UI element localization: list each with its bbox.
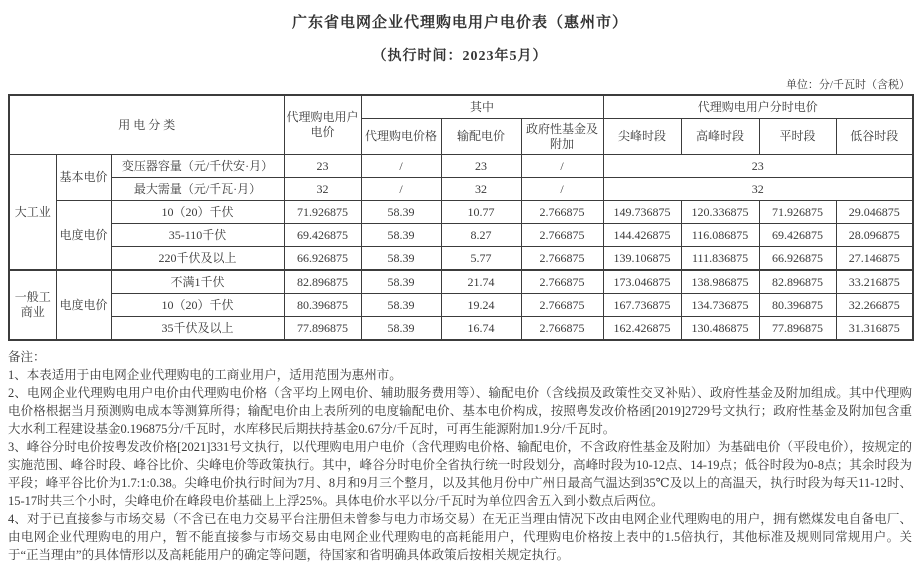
table-row bbox=[9, 201, 913, 224]
table-cell: 82.896875 bbox=[759, 270, 836, 294]
table-cell: 58.39 bbox=[361, 224, 441, 247]
table-cell: / bbox=[521, 178, 603, 201]
row-label: 35千伏及以上 bbox=[111, 317, 284, 341]
table-cell: 23 bbox=[284, 155, 361, 178]
table-cell: 21.74 bbox=[441, 270, 521, 294]
table-cell: 2.766875 bbox=[521, 317, 603, 341]
row-group-energy-price: 电度电价 bbox=[56, 201, 111, 271]
table-cell: 58.39 bbox=[361, 270, 441, 294]
table-cell: 138.986875 bbox=[681, 270, 759, 294]
table-cell: 2.766875 bbox=[521, 294, 603, 317]
col-header-among: 其中 bbox=[361, 95, 603, 119]
note-item-4: 4、对于已直接参与市场交易（不含已在电力交易平台注册但未曾参与电力市场交易）在无正当理由情况下改由电网企业代理购电的用户，拥有燃煤发电自备电厂、由电网企业代理购电的用户，暂不能直接参与市场交易由电网企业代理购电的高耗能用户，代理购电价格按上表中的1.5倍执行，其他标准及规则同常规用户。关于“正当理由”的具体情形以及高耗能用户的确定等问题，待国家和省明确具体政策后按相关规定执行。 bbox=[8, 512, 912, 562]
table-cell: 69.426875 bbox=[759, 224, 836, 247]
table-cell: 111.836875 bbox=[681, 247, 759, 271]
table-cell: 2.766875 bbox=[521, 247, 603, 271]
col-header-sharp-peak: 尖峰时段 bbox=[603, 119, 681, 155]
table-cell: 80.396875 bbox=[759, 294, 836, 317]
table-cell: 2.766875 bbox=[521, 201, 603, 224]
col-header-transmission-price: 输配电价 bbox=[441, 119, 521, 155]
table-cell: 77.896875 bbox=[759, 317, 836, 341]
row-group-general-industry: 一般工商业 bbox=[9, 270, 56, 340]
table-row bbox=[9, 247, 913, 271]
table-cell: 23 bbox=[603, 155, 913, 178]
col-header-valley: 低谷时段 bbox=[836, 119, 913, 155]
table-cell: 130.486875 bbox=[681, 317, 759, 341]
notes-section bbox=[8, 348, 912, 564]
table-cell: 31.316875 bbox=[836, 317, 913, 341]
table-cell: 10.77 bbox=[441, 201, 521, 224]
table-cell: 82.896875 bbox=[284, 270, 361, 294]
col-header-agent-purchase-price: 代理购电价格 bbox=[361, 119, 441, 155]
table-cell: 139.106875 bbox=[603, 247, 681, 271]
table-cell: 162.426875 bbox=[603, 317, 681, 341]
col-header-flat: 平时段 bbox=[759, 119, 836, 155]
table-row bbox=[9, 294, 913, 317]
table-cell: 120.336875 bbox=[681, 201, 759, 224]
table-cell: 5.77 bbox=[441, 247, 521, 271]
table-row bbox=[9, 317, 913, 341]
table-cell: 32 bbox=[284, 178, 361, 201]
table-cell: 58.39 bbox=[361, 317, 441, 341]
table-cell: / bbox=[361, 178, 441, 201]
table-cell: 69.426875 bbox=[284, 224, 361, 247]
table-row bbox=[9, 155, 913, 178]
row-label: 35-110千伏 bbox=[111, 224, 284, 247]
table-cell: 2.766875 bbox=[521, 270, 603, 294]
page-title: 广东省电网企业代理购电用户电价表（惠州市） bbox=[291, 15, 628, 31]
table-cell: 71.926875 bbox=[284, 201, 361, 224]
row-label: 变压器容量（元/千伏安·月） bbox=[111, 155, 284, 178]
table-cell: 134.736875 bbox=[681, 294, 759, 317]
table-cell: 116.086875 bbox=[681, 224, 759, 247]
row-group-energy-price: 电度电价 bbox=[56, 270, 111, 340]
note-item-2: 2、电网企业代理购电用户电价由代理购电价格（含平均上网电价、辅助服务费用等）、输配电价（含线损及政策性交叉补贴）、政府性基金及附加组成。其中代理购电价格根据当月预测购电成本等测算所得；输配电价由上表所列的电度输配电价、基本电价构成，按照粤发改价格函[2019]2729号文执行；政府性基金及附加包含重大水利工程建设基金0.196875分/千瓦时，水库移民后期扶持基金0.67分/千瓦时，可再生能源附加1.9分/千瓦时。 bbox=[8, 386, 912, 436]
table-cell: 66.926875 bbox=[284, 247, 361, 271]
row-label: 10（20）千伏 bbox=[111, 201, 284, 224]
row-label: 最大需量（元/千瓦·月） bbox=[111, 178, 284, 201]
table-cell: 32.266875 bbox=[836, 294, 913, 317]
table-cell: 27.146875 bbox=[836, 247, 913, 271]
table-cell: 32 bbox=[441, 178, 521, 201]
row-label: 10（20）千伏 bbox=[111, 294, 284, 317]
table-cell: 58.39 bbox=[361, 247, 441, 271]
table-cell: 33.216875 bbox=[836, 270, 913, 294]
table-row bbox=[9, 224, 913, 247]
col-header-agent-price: 代理购电用户电价 bbox=[284, 95, 361, 155]
note-item-1: 1、本表适用于由电网企业代理购电的工商业用户，适用范围为惠州市。 bbox=[8, 368, 402, 382]
table-cell: 23 bbox=[441, 155, 521, 178]
table-cell: 19.24 bbox=[441, 294, 521, 317]
table-cell: / bbox=[361, 155, 441, 178]
table-cell: 144.426875 bbox=[603, 224, 681, 247]
table-cell: / bbox=[521, 155, 603, 178]
table-row bbox=[9, 178, 913, 201]
row-label: 220千伏及以上 bbox=[111, 247, 284, 271]
col-header-classification: 用 电 分 类 bbox=[9, 95, 284, 155]
row-group-basic-price: 基本电价 bbox=[56, 155, 111, 201]
unit-note: 单位：分/千瓦时（含税） bbox=[785, 79, 910, 91]
table-cell: 173.046875 bbox=[603, 270, 681, 294]
table-cell: 8.27 bbox=[441, 224, 521, 247]
note-item-3: 3、峰谷分时电价按粤发改价格[2021]331号文执行，以代理购电用户电价（含代理购电价格、输配电价，不含政府性基金及附加）为基础电价（平段电价），按规定的实施范围、峰谷时段、峰谷比价、尖峰电价等政策执行。其中，峰谷分时电价全省执行统一时段划分，高峰时段为10-12点、14-19点；低谷时段为0-8点；其余时段为平段；峰平谷比价为1.7:1:0.38。尖峰电价执行时间为7月、8月和9月三个整月，以及其他月份中广州日最高气温达到35℃及以上的高温天，执行时段为每天11-12时、15-17时共三个小时，尖峰电价在峰段电价基础上上浮25%。具体电价水平以分/千瓦时为单位四舍五入到小数点后两位。 bbox=[8, 440, 912, 508]
col-header-tou: 代理购电用户分时电价 bbox=[603, 95, 913, 119]
table-cell: 32 bbox=[603, 178, 913, 201]
table-cell: 2.766875 bbox=[521, 224, 603, 247]
table-cell: 16.74 bbox=[441, 317, 521, 341]
table-cell: 58.39 bbox=[361, 294, 441, 317]
table-cell: 71.926875 bbox=[759, 201, 836, 224]
row-group-big-industry: 大工业 bbox=[9, 155, 56, 271]
col-header-gov-fund: 政府性基金及附加 bbox=[521, 119, 603, 155]
table-cell: 167.736875 bbox=[603, 294, 681, 317]
notes-heading: 备注： bbox=[8, 350, 46, 364]
table-cell: 149.736875 bbox=[603, 201, 681, 224]
col-header-peak: 高峰时段 bbox=[681, 119, 759, 155]
table-cell: 29.046875 bbox=[836, 201, 913, 224]
table-row bbox=[9, 270, 913, 294]
page-subtitle: （执行时间：2023年5月） bbox=[372, 49, 548, 64]
table-cell: 66.926875 bbox=[759, 247, 836, 271]
price-table bbox=[8, 94, 914, 341]
table-cell: 80.396875 bbox=[284, 294, 361, 317]
table-cell: 28.096875 bbox=[836, 224, 913, 247]
table-cell: 58.39 bbox=[361, 201, 441, 224]
table-cell: 77.896875 bbox=[284, 317, 361, 341]
row-label: 不满1千伏 bbox=[111, 270, 284, 294]
